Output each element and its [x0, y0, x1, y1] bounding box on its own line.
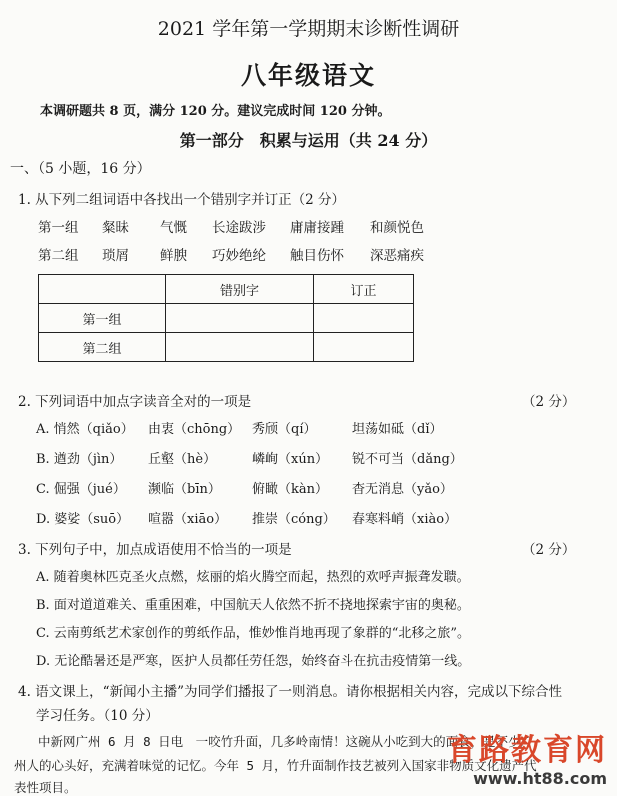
q4-stem-continued: 学习任务。（10 分） — [36, 708, 159, 724]
word: 庸庸接踵 — [290, 220, 344, 236]
word: 深恶痛疾 — [370, 248, 424, 264]
q4-stem: 4. 语文课上，“新闻小主播”为同学们播报了一则消息。请你根据相关内容，完成以下综合性 — [18, 684, 562, 700]
option-word: 由衷（chōng） — [148, 422, 241, 437]
table-row-label: 第二组 — [39, 333, 166, 362]
q2-option-c — [36, 478, 472, 497]
q2-option-d — [36, 508, 472, 527]
q3-option-c: C. 云南剪纸艺术家创作的剪纸作品，惟妙惟肖地再现了象群的“北移之旅”。 — [36, 626, 471, 641]
q3-option-d: D. 无论酷暑还是严寒，医护人员都任劳任怨，始终奋斗在抗击疫情第一线。 — [36, 654, 471, 669]
q2-option-a — [36, 418, 472, 437]
word: 和颜悦色 — [370, 220, 424, 236]
option-word: 锐不可当（dǎng） — [352, 452, 463, 467]
q1-stem: 1. 从下列二组词语中各找出一个错别字并订正（2 分） — [18, 192, 346, 208]
table-header-cell: 错别字 — [166, 275, 314, 304]
answer-cell-wrong[interactable] — [166, 304, 314, 333]
word: 长途跋涉 — [212, 220, 266, 236]
option-word: 坦荡如砥（dǐ） — [352, 422, 443, 437]
table-row — [39, 304, 414, 333]
q3-option-b: B. 面对道道难关、重重困难，中国航天人依然不折不挠地探索宇宙的奥秘。 — [36, 598, 470, 613]
answer-cell-correct[interactable] — [314, 333, 414, 362]
word: 巧妙绝纶 — [212, 248, 266, 264]
q1-answer-table — [38, 274, 414, 362]
table-row-label: 第一组 — [39, 304, 166, 333]
watermark — [447, 725, 607, 788]
option-word: 喧嚣（xiāo） — [148, 512, 228, 527]
q2-points: （2 分） — [522, 394, 576, 410]
word: 第一组 — [38, 220, 79, 236]
answer-cell-wrong[interactable] — [166, 333, 314, 362]
option-word: A. 悄然（qiǎo） — [36, 422, 134, 437]
word: 第二组 — [38, 248, 79, 264]
option-word: D. 婆娑（suō） — [36, 512, 130, 527]
option-word: 春寒料峭（xiào） — [352, 512, 458, 527]
part-heading: 第一部分 积累与运用（共 24 分） — [179, 131, 438, 150]
table-row — [39, 333, 414, 362]
watermark-url: www.ht88.com — [473, 769, 607, 788]
option-word: 俯瞰（kàn） — [252, 482, 329, 497]
word: 触目伤怀 — [290, 248, 344, 264]
table-header-row — [39, 275, 414, 304]
word: 琐屑 — [102, 248, 129, 264]
word: 粲昧 — [102, 220, 129, 236]
option-word: 嶙峋（xún） — [252, 452, 329, 467]
q1-group2-row — [38, 244, 450, 264]
section-heading: 一、（5 小题，16 分） — [10, 161, 151, 177]
table-header-cell — [39, 275, 166, 304]
option-word: 秀颀（qí） — [252, 422, 317, 437]
option-word: 推崇（cóng） — [252, 512, 336, 527]
q2-stem: 2. 下列词语中加点字读音全对的一项是 — [18, 394, 252, 410]
q2-option-b — [36, 448, 472, 467]
word: 气慨 — [160, 220, 187, 236]
q3-points: （2 分） — [522, 542, 576, 558]
watermark-name: 育路教育网 — [447, 733, 607, 768]
exam-notice: 本调研题共 8 页，满分 120 分。建议完成时间 120 分钟。 — [40, 104, 391, 119]
q3-option-a: A. 随着奥林匹克圣火点燃，炫丽的焰火腾空而起，热烈的欢呼声振聋发聩。 — [36, 570, 470, 585]
q4-passage-line: 州人的心头好，充满着味觉的记忆。今年 5 月，竹升面制作技艺被列入国家非物质文化遗产代 — [14, 758, 537, 773]
exam-subject: 八年级语文 — [240, 61, 376, 90]
table-header-cell: 订正 — [314, 275, 414, 304]
q4-passage-line: 中新网广州 6 月 8 日电 一咬竹升面，几多岭南情！这碗从小吃到大的面食，是不少广 — [38, 734, 534, 749]
option-word: C. 倔强（jué） — [36, 482, 126, 497]
q3-stem: 3. 下列句子中，加点成语使用不恰当的一项是 — [18, 542, 292, 558]
answer-cell-correct[interactable] — [314, 304, 414, 333]
q4-passage-line: 表性项目。 — [14, 780, 77, 795]
exam-title: 2021 学年第一学期期末诊断性调研 — [157, 18, 460, 40]
option-word: B. 遒劲（jìn） — [36, 452, 123, 467]
option-word: 濒临（bīn） — [148, 482, 221, 497]
word: 鲜腴 — [160, 248, 187, 264]
option-word: 杳无消息（yǎo） — [352, 482, 453, 497]
q1-group1-row — [38, 216, 450, 236]
option-word: 丘壑（hè） — [148, 452, 217, 467]
